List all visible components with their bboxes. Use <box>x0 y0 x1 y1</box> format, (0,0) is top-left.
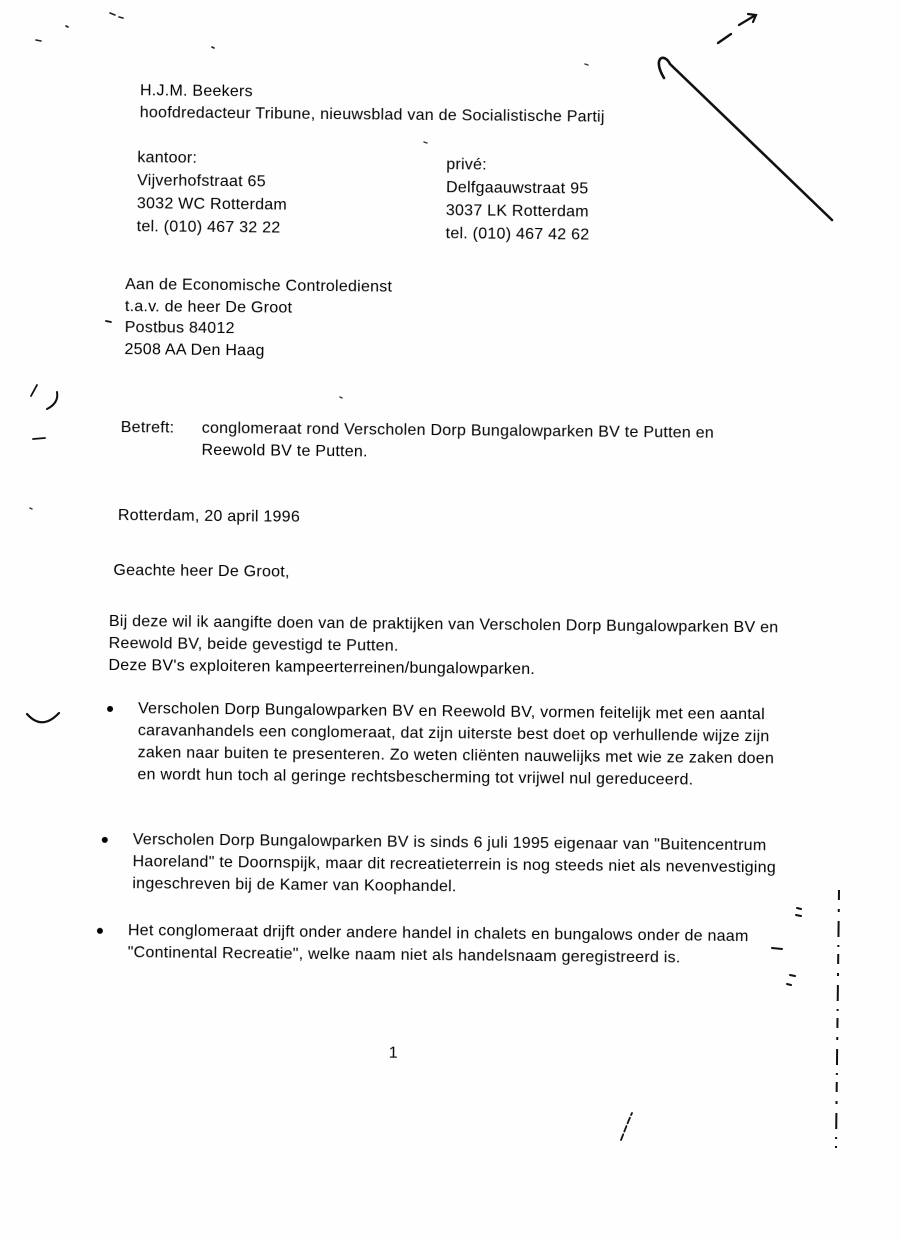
bullet-text: Verscholen Dorp Bungalowparken BV is sinds 6 juli 1995 eigenaar van "Buitencentrum Haoreland" te Doornspijk, maar dit recreatieterrein is nog steeds niet als nevenvestiging ingeschreven bij de Kamer van Koophandel. <box>132 831 777 896</box>
office-city: 3032 WC Rotterdam <box>136 195 288 214</box>
office-label: kantoor: <box>137 149 198 167</box>
recipient-line: t.a.v. de heer De Groot <box>124 297 293 317</box>
private-phone: tel. (010) 467 42 62 <box>445 225 590 244</box>
intro-sentence-1: Bij deze wil ik aangifte doen van de praktijken van Verscholen Dorp Bungalowparken BV en Reewold BV, beide gevestigd te Putten. <box>108 612 779 655</box>
subject-text: conglomeraat rond Verscholen Dorp Bungalowparken BV te Putten en Reewold BV te Putten. <box>201 419 715 461</box>
bullet-item-3 <box>128 920 780 970</box>
office-street: Vijverhofstraat 65 <box>137 172 266 191</box>
bullet-dot-icon <box>107 706 113 712</box>
private-city: 3037 LK Rotterdam <box>445 202 589 221</box>
salutation: Geachte heer De Groot, <box>113 561 290 581</box>
page-number: 1 <box>388 1044 399 1062</box>
recipient-line: Postbus 84012 <box>124 319 235 338</box>
bullet-text: Het conglomeraat drijft onder andere handel in chalets en bungalows onder de naam "Continental Recreatie", welke naam niet als handelsnaam geregistreerd is. <box>127 922 749 967</box>
recipient-line: Aan de Economische Controledienst <box>125 276 393 296</box>
bullet-item-1 <box>137 698 790 792</box>
bullet-dot-icon <box>97 928 103 934</box>
office-phone: tel. (010) 467 32 22 <box>136 218 281 237</box>
subject-label: Betreft: <box>120 419 175 437</box>
intro-paragraph <box>108 611 785 683</box>
bullet-dot-icon <box>102 837 108 843</box>
private-street: Delfgaauwstraat 95 <box>445 179 589 198</box>
recipient-line: 2508 AA Den Haag <box>124 340 265 359</box>
bullet-text: Verscholen Dorp Bungalowparken BV en Reewold BV, vormen feitelijk met een aantal caravanhandels een conglomeraat, dat zijn uiterste best doet op verhullende wijze zijn zaken naar buiten te presenteren. Zo weten cliënten nauwelijks met wie ze zaken doen en wordt hun toch al geringe rechtsbescherming tot vrijwel nul gereduceerd. <box>137 700 775 789</box>
sender-private-address <box>446 153 591 246</box>
sender-name: H.J.M. Beekers <box>139 82 253 101</box>
bullet-item-2 <box>132 829 785 901</box>
dateline: Rotterdam, 20 april 1996 <box>117 507 301 526</box>
intro-sentence-2: Deze BV's exploiteren kampeerterreinen/bungalowparken. <box>108 656 536 679</box>
sender-office-address <box>137 146 288 239</box>
recipient-address <box>124 274 392 363</box>
private-label: privé: <box>446 156 488 174</box>
sender-role: hoofdredacteur Tribune, nieuwsblad van de Socialistische Partij <box>139 104 605 126</box>
